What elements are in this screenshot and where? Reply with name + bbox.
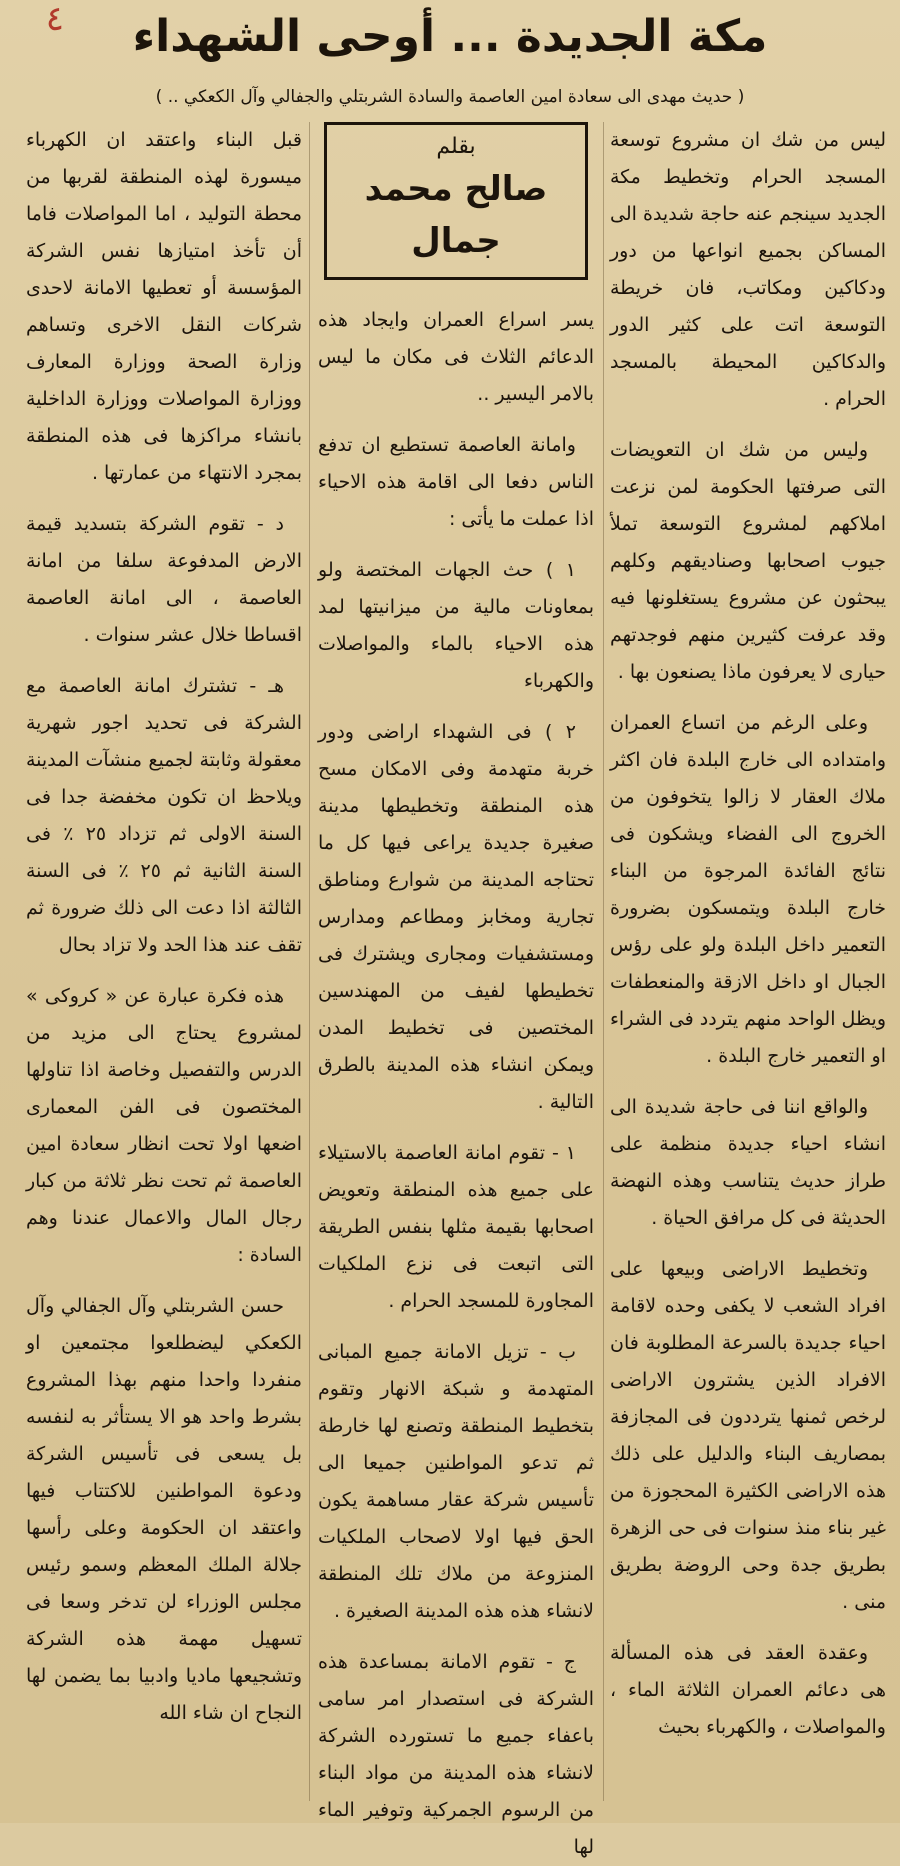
author-name: صالح محمد جمال bbox=[364, 169, 548, 261]
article-column-right bbox=[610, 122, 886, 1801]
article-subtitle: ( حديث مهدى الى سعادة امين العاصمة والسادة الشربتلي والجفالي وآل الكعكي .. ) bbox=[155, 87, 745, 107]
column-divider bbox=[309, 122, 310, 1801]
paragraph: ج - تقوم الامانة بمساعدة هذه الشركة فى استصدار امر سامى باعفاء جميع ما تستورده الشركة لانشاء هذه المدينة من مواد البناء من الرسوم الجمركية وتوفير الماء لها bbox=[318, 1651, 594, 1858]
paragraph: حسن الشربتلي وآل الجفالي وآل الكعكي ليضطلعوا مجتمعين او منفردا واحدا منهم بهذا المشروع بشرط واحد هو الا يستأثر به لنفسه بل يسعى فى تأسيس الشركة ودعوة المواطنين للاكتتاب فيها واعتقد ان الحكومة وعلى رأسها جلالة الملك المعظم وسمو رئيس مجلس الوزراء لن تدخر وسعا فى تسهيل مهمة هذه الشركة وتشجيعها ماديا وادبيا بما يضمن لها النجاح ان شاء الله bbox=[26, 1295, 302, 1724]
paragraph: ليس من شك ان مشروع توسعة المسجد الحرام وتخطيط مكة الجديد سينجم عنه حاجة شديدة الى المساكن بجميع انواعها من دور ودكاكين ومكاتب، فان خريطة التوسعة اتت على كثير الدور والدكاكين المحيطة بالمسجد الحرام . bbox=[610, 129, 886, 410]
paragraph: ٢ ) فى الشهداء اراضى ودور خربة متهدمة وفى الامكان مسح هذه المنطقة وتخطيطها مدينة صغيرة جديدة يراعى فيها كل ما تحتاجه المدينة من شوارع ومناطق تجارية ومخابز ومطاعم ومدارس ومستشفيات ومجارى ويشترك فى تخطيطها لفيف من المهندسين المختصين فى تخطيط المدن ويمكن انشاء هذه المدينة بالطرق التالية . bbox=[318, 721, 594, 1113]
article-headline: مكة الجديدة ... أوحى الشهداء bbox=[132, 11, 768, 62]
paragraph: يسر اسراع العمران وايجاد هذه الدعائم الثلاث فى مكان ما ليس بالامر اليسير .. bbox=[318, 309, 594, 405]
article-column-left bbox=[26, 122, 302, 1801]
paragraph: وعقدة العقد فى هذه المسألة هى دعائم العمران الثلاثة الماء ، والمواصلات ، والكهرباء بحيث bbox=[610, 1642, 886, 1738]
paragraph: وامانة العاصمة تستطيع ان تدفع الناس دفعا الى اقامة هذه الاحياء اذا عملت ما يأتى : bbox=[318, 434, 594, 530]
column-divider bbox=[603, 122, 604, 1801]
paragraph: ١ - تقوم امانة العاصمة بالاستيلاء على جميع هذه المنطقة وتعويض اصحابها بقيمة مثلها بنفس الطريقة التى اتبعت فى نزع الملكيات المجاورة للمسجد الحرام . bbox=[318, 1142, 594, 1312]
byline-label: بقلم bbox=[436, 134, 476, 159]
article-column-middle bbox=[318, 122, 594, 1858]
handwritten-page-mark: ٤ bbox=[45, 0, 64, 39]
paragraph: والواقع اننا فى حاجة شديدة الى انشاء احياء جديدة منظمة على طراز حديث يتناسب وهذه النهضة الحديثة فى كل مرافق الحياة . bbox=[610, 1096, 886, 1229]
paragraph: هذه فكرة عبارة عن « كروكى » لمشروع يحتاج الى مزيد من الدرس والتفصيل وخاصة اذا تناولها المختصون فى الفن المعمارى اضعها اولا تحت انظار سعادة امين العاصمة ثم تحت نظر ثلاثة من كبار رجال المال والاعمال عندنا وهم السادة : bbox=[26, 985, 302, 1266]
paragraph: وعلى الرغم من اتساع العمران وامتداده الى خارج البلدة فان اكثر ملاك العقار لا زالوا يتخوفون من الخروج الى الفضاء ويشكون فى نتائج الفائدة المرجوة من البناء خارج البلدة ويتمسكون بضرورة التعمير داخل البلدة ولو على رؤس الجبال او داخل الازقة والمنعطفات ويظل الواحد منهم يتردد فى الشراء او التعمير خارج البلدة . bbox=[610, 712, 886, 1067]
paragraph: قبل البناء واعتقد ان الكهرباء ميسورة لهذه المنطقة لقربها من محطة التوليد ، اما المواصلات فاما أن تأخذ امتيازها نفس الشركة المؤسسة أو تعطيها الامانة لاحدى شركات النقل الاخرى وتساهم وزارة الصحة ووزارة المعارف ووزارة المواصلات ووزارة الداخلية بانشاء مراكزها فى هذه المنطقة بمجرد الانتهاء من عمارتها . bbox=[26, 129, 302, 484]
paragraph: ب - تزيل الامانة جميع المبانى المتهدمة و شبكة الانهار وتقوم بتخطيط المنطقة وتصنع لها خارطة ثم تدعو المواطنين جميعا الى تأسيس شركة عقار مساهمة يكون الحق فيها اولا لاصحاب الملكيات المنزوعة من ملاك تلك المنطقة لانشاء هذه هذه المدينة الصغيرة . bbox=[318, 1341, 594, 1622]
paragraph: وتخطيط الاراضى وبيعها على افراد الشعب لا يكفى وحده لاقامة احياء جديدة بالسرعة المطلوبة فان الافراد الذين يشترون الاراضى لرخص ثمنها يترددون فى المجازفة بمصاريف البناء والدليل على ذلك هذه الاراضى الكثيرة المحجوزة من غير بناء منذ سنوات فى حى الزهرة بطريق جدة وحى الروضة بطريق منى . bbox=[610, 1258, 886, 1613]
byline-box bbox=[324, 122, 588, 280]
paragraph: هـ - تشترك امانة العاصمة مع الشركة فى تحديد اجور شهرية معقولة وثابتة لجميع منشآت المدينة ويلاحظ ان تكون مخفضة جدا فى السنة الاولى ثم تزداد ٢٥ ٪ فى السنة الثانية ثم ٢٥ ٪ فى السنة الثالثة اذا دعت الى ذلك ضرورة ثم تقف عند هذا الحد ولا تزاد بحال bbox=[26, 675, 302, 956]
paragraph: وليس من شك ان التعويضات التى صرفتها الحكومة لمن نزعت املاكهم لمشروع التوسعة تملأ جيوب اصحابها وصناديقهم وكلهم يبحثون عن مشروع يستغلونها فيه وقد عرفت كثيرين منهم فوجدتهم حيارى لا يعرفون ماذا يصنعون بها . bbox=[610, 439, 886, 683]
paragraph: ١ ) حث الجهات المختصة ولو بمعاونات مالية من ميزانيتها لمد هذه الاحياء بالماء والمواصلات والكهرباء bbox=[318, 559, 594, 692]
paragraph: د - تقوم الشركة بتسديد قيمة الارض المدفوعة سلفا من امانة العاصمة ، الى امانة العاصمة اقساطا خلال عشر سنوات . bbox=[26, 513, 302, 646]
